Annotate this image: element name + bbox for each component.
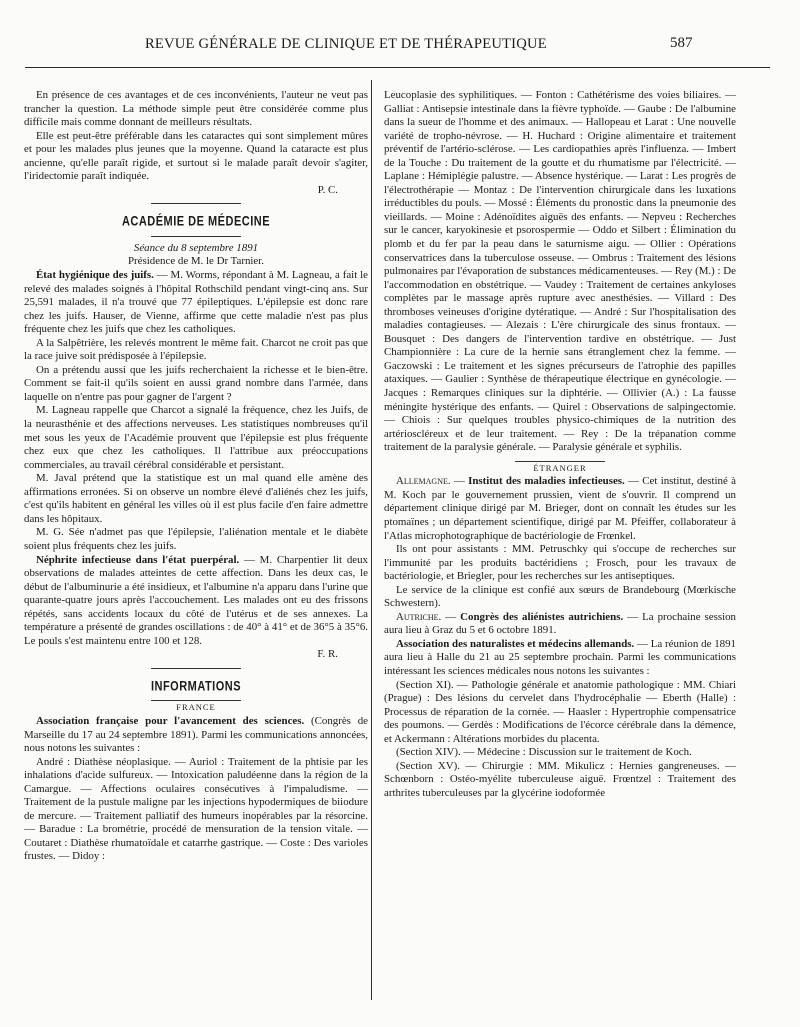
etat-paragraph-4: M. Lagneau rappelle que Charcot a signalé la fréquence, chez les Juifs, de la neurasthénie et des affections nerveuses. Les statistiques nombreuses qu'il met sous les yeux de l'Académie prouvent que l'épilepsie est plus fréquente chez eux que chez les catholiques. Il l'attribue aux préoccupations commerciales, au travail cérébral considérable et persistant. bbox=[24, 404, 368, 471]
academie-heading: ACADÉMIE DE MÉDECINE bbox=[121, 214, 271, 230]
intro-signature: P. C. bbox=[317, 183, 338, 196]
etat-paragraph-2: A la Salpêtrière, les relevés montrent le même fait. Charcot ne croit pas que la race juive soit prédisposée à l'épilepsie. bbox=[24, 336, 368, 363]
etat-paragraph-5: M. Javal prétend que la statistique est un mal quand elle amène des affirmations erronées. Si on observe un nombre élevé d'aliénés chez les juifs, c'est qu'ils habitent en général les villes où il est plus facile d'en faire admettre dans les hôpitaux. bbox=[24, 472, 368, 525]
etranger-subheading: ÉTRANGER bbox=[533, 462, 587, 473]
etat-text: — M. Worms, répondant à M. Lagneau, a fait le relevé des malades soignés à l'hôpital Rothschild pendant vingt-cinq ans. Sur 25,591 malades, il n'a trouvé que 77 épileptiques. L'épilepsie est donc rare chez les juifs. Hauser, de Vienne, affirme que cette maladie n'est pas plus fréquente chez les juifs que chez les catholiques. bbox=[24, 269, 368, 336]
afas-paragraph-1 bbox=[24, 715, 368, 756]
allemagne-paragraph-3: Le service de la clinique est confié aux sœurs de Brandebourg (Mœrkische Schwestern). bbox=[384, 583, 736, 610]
left-column bbox=[24, 89, 368, 864]
section-11: (Section XI). — Pathologie générale et anatomie pathologique : MM. Chiari (Prague) : Des lésions du cervelet dans l'hydrocéphalie — Eberth (Halle) : Processus de réparation de la cornée. — Haasler : Hypertrophie compensatrice des poumons. — Gerdès : Modifications de l'écorce cérébrale dans la démence, et Ackermann : Altérations morbides du placenta. bbox=[384, 678, 736, 745]
association-text: — La réunion de 1891 aura lieu à Halle du 21 au 25 septembre prochain. Parmi les communications intéressant les sciences médicales nous notons les suivantes : bbox=[384, 637, 736, 677]
column-divider bbox=[371, 80, 372, 1000]
intro-paragraph-1: En présence de ces avantages et de ces inconvénients, l'auteur ne veut pas trancher la question. La méthode simple peut être considérée comme plus difficile mais comme donnant de meilleurs résultats. bbox=[24, 89, 368, 129]
section-15: (Section XV). — Chirurgie : MM. Mikulicz : Hernies gangreneuses. — Schœnborn : Ostéo-myélite tuberculeuse aiguë. Frœntzel : Traitement des arthrites tuberculeuses par la glycérine iodoformée bbox=[384, 759, 736, 799]
etat-paragraph-3: On a prétendu aussi que les juifs recherchaient la richesse et le bien-être. Comment se fait-il qu'ils soient en aussi grand nombre dans l'armée, dans laquelle on n'entre pas pour gagner de l'argent ? bbox=[24, 363, 368, 403]
header-rule bbox=[25, 67, 770, 68]
etat-lead: État hygiénique des juifs. bbox=[36, 269, 154, 282]
allemagne-bold: Institut des maladies infectieuses. bbox=[468, 475, 625, 488]
afas-continued: Leucoplasie des syphilitiques. — Fonton : Cathétérisme des voies biliaires. — Galliat : Antisepsie intestinale dans la fièvre typhoïde. — Gaube : De l'albumine dans la sueur de l'homme et des animaux. — Hallopeau et Larat : Une nouvelle variété de tropho-névrose. — H. Huchard : Origine alimentaire et traitement préventif de l'artério-sclérose. — Les cardiopathies après l'influenza. — Imbert de la Touche : Du traitement de la goutte et du rhumatisme par l'électricité. — Laplane : Hémiplégie palustre. — Absence hystérique. — Larat : Les progrès de l'électrothérapie — Montaz : De l'intervention chirurgicale dans les luxations irréductibles du pouls. — Mossé : Éléments du pronostic dans la pneumonie des vieillards. — Moine : Adénoïdites aiguës des enfants. — Nepveu : Recherches sur le cancer, karyokinesie et psorospermie — Oddo et Silbert : Élimination du plomb et du fer par la peau dans le saturnisme aigu. — Ollier : Opérations conservatrices dans la tuberculose osseuse. — Ombrus : Traitement des lésions pulmonaires par l'évaporation de substances médicamenteuses. — Rey (M.) : De l'accommodation en obstétrique. — Vaudey : Traitement de certaines ankyloses complètes par le massage après rupture avec anesthésies. — Villard : Des thromboses veineuses d'origine dytératique. — André : Sur l'hospitalisation des maladies contagieuses. — Alezais : L'ère chirurgicale des sinus frontaux. — Bousquet : Des dangers de l'intervention tardive en obstétrique. — Just Championnière : La cure de la hernie sans étranglement chez la femme. — Gaczowski : Le traitement et les signes précurseurs de l'atrophie des papilles ataxiques. — Gaulier : Synthèse de thérapeutique électrique en gynécologie. — Jacques : Remarques cliniques sur la diphtérie. — Ollivier (A.) : La fausse méningite hystérique des enfants. — Quirel : Observations de salpingectomie. — Chiois : Sur quelques troubles physico-chimiques de la nutrition des artérioscléreux et de leur traitement. — Rey : De la trépanation comme traitement de la paralysie générale. — Paralysie générale et syphilis. bbox=[384, 89, 736, 454]
informations-heading: INFORMATIONS bbox=[150, 679, 242, 695]
allemagne-paragraph-1 bbox=[384, 475, 736, 543]
section-rule bbox=[151, 203, 241, 204]
allemagne-lead: Allemagne. — bbox=[396, 475, 469, 488]
section-14: (Section XIV). — Médecine : Discussion sur le traitement de Koch. bbox=[396, 746, 692, 759]
running-title: REVUE GÉNÉRALE DE CLINIQUE ET DE THÉRAPEUTIQUE bbox=[145, 36, 547, 52]
autriche-bold: Congrès des aliénistes autrichiens. bbox=[460, 610, 624, 623]
right-column bbox=[384, 89, 736, 800]
afas-text: (Congrès de Marseille du 17 au 24 septembre 1891). Parmi les communications annoncées, nous notons les suivantes : bbox=[24, 714, 368, 755]
presidence: Présidence de M. le Dr Tarnier. bbox=[127, 255, 265, 268]
autriche-text: — La prochaine session aura lieu à Graz du 5 et 6 octobre 1891. bbox=[384, 610, 736, 637]
intro-paragraph-2: Elle est peut-être préférable dans les cataractes qui sont simplement mûres et pour les malades plus jeunes que la moyenne. Quand la cataracte est plus ancienne, qu'elle paraît rigide, et surtout si le malade paraît devoir s'agiter, l'iridectomie paraît indiquée. bbox=[24, 129, 368, 183]
etat-paragraph-1 bbox=[24, 269, 368, 337]
association-bold: Association des naturalistes et médecins allemands. bbox=[396, 637, 635, 650]
autriche-lead: Autriche. — bbox=[396, 610, 461, 623]
nephrite-lead: Néphrite infectieuse dans l'état puerpéral. bbox=[36, 553, 240, 566]
section-rule bbox=[151, 668, 241, 669]
allemagne-text: — Cet institut, destiné à M. Koch par le gouvernement prussien, vient de s'ouvrir. Il comprend un département clinique dirigé par M. Brieger, dont on connaît les études sur les ptomaïnes ; un département scientifique, dirigé par M. Pfeiffer, collaborateur à l'Atlas microphotographique de bactériologie de Frœnkel. bbox=[384, 475, 736, 542]
afas-lead: Association française pour l'avancement des sciences. bbox=[36, 714, 305, 727]
section-rule bbox=[151, 236, 241, 237]
page-header bbox=[0, 33, 800, 63]
nephrite-signature: F. R. bbox=[317, 648, 338, 661]
allemagne-paragraph-2: Ils ont pour assistants : MM. Petruschky qui s'occupe de recherches sur l'immunité par les produits bactéridiens ; Frosch, pour les travaux de bactériologie, et Briegler, pour les recherches sur les antiseptiques. bbox=[384, 543, 736, 583]
seance-date: Séance du 8 septembre 1891 bbox=[133, 241, 259, 254]
association-paragraph bbox=[384, 638, 736, 679]
nephrite-text: — M. Charpentier lit deux observations de malades atteintes de cette affection. Dans les deux cas, le début de l'albuminurie a été insidieux, et l'albumine n'a apparu dans l'urine que quarante-quatre jours après l'accouchement. Les malades ont eu des frissons répétés, sans accidents locaux du côté de l'utérus et de ses annexes. La température a présenté de grandes oscillations : de 40° à 41° et de 36°5 à 35°6. Le pouls s'est maintenu entre 100 et 128. bbox=[24, 553, 368, 647]
autriche-paragraph bbox=[384, 611, 736, 638]
france-subheading: FRANCE bbox=[176, 702, 216, 713]
page-number: 587 bbox=[670, 35, 693, 51]
nephrite-paragraph bbox=[24, 554, 368, 649]
afas-paragraph-2: André : Diathèse néoplasique. — Auriol : Traitement de la phtisie par les inhalations d'acide sulfureux. — Intoxication paludéenne dans la région de la Camargue. — Affections oculaires consécutives à l'impaludisme. — Traitement de la pustule maligne par les injections hypodermiques de biiodure de mercure. — Traitement palliatif des humeurs inopérables par la résorcine. — Baradue : La brométrie, procédé de mensuration de la tension vitale. — Coutaret : Diathèse rhumatoïdale et catarrhe gastrique. — Coste : Des varioles frustes. — Didoy : bbox=[24, 755, 368, 863]
etat-paragraph-6: M. G. Sée n'admet pas que l'épilepsie, l'aliénation mentale et le diabète soient plus fréquents chez les juifs. bbox=[24, 526, 368, 552]
